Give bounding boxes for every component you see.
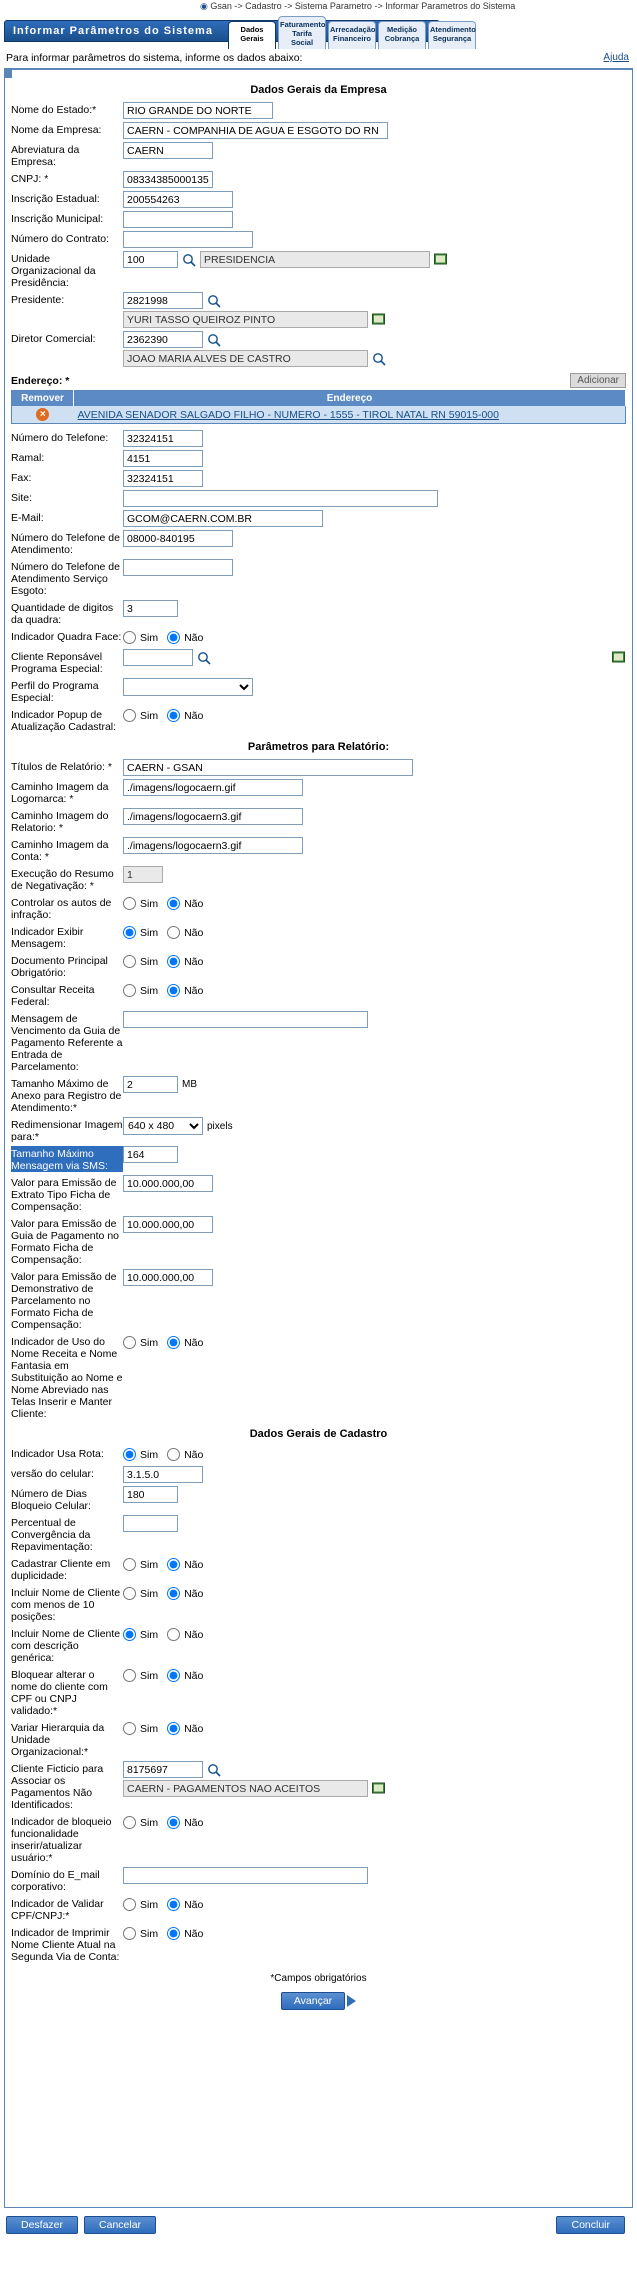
help-link[interactable]: Ajuda xyxy=(603,52,629,63)
section-cadastro-title: Dados Gerais de Cadastro xyxy=(249,1428,388,1440)
field-caminho-relatorio xyxy=(11,808,626,834)
diretor-comercial-label: Diretor Comercial: xyxy=(11,333,96,345)
radio-sim-label: Sim xyxy=(140,1628,159,1641)
valor-extrato-label: Valor para Emissão de Extrato Tipo Ficha de Compensação: xyxy=(11,1177,117,1213)
field-valor-extrato xyxy=(11,1175,626,1213)
redimensionar-imagem-label: Redimensionar Imagem para:* xyxy=(11,1119,123,1143)
breadcrumb-text: Gsan -> Cadastro -> Sistema Parametro -> Informar Parametros do Sistema xyxy=(210,1,516,11)
radio-nao[interactable] xyxy=(167,1558,180,1571)
field-redimensionar-imagem xyxy=(11,1117,626,1143)
radio-sim-label: Sim xyxy=(140,1898,159,1911)
radio-nao-label: Não xyxy=(184,1587,204,1600)
radio-nao-label: Não xyxy=(184,984,204,997)
radio-sim[interactable] xyxy=(123,926,136,939)
valor-demonstrativo-input[interactable] xyxy=(123,1269,213,1286)
radio-nao-label: Não xyxy=(184,926,204,939)
telefone-atendimento-label: Número do Telefone de Atendimento: xyxy=(11,532,120,556)
variar-hierarquia-label: Variar Hierarquia da Unidade Organizacional:* xyxy=(11,1722,105,1758)
fax-input[interactable] xyxy=(123,470,203,487)
valor-guia-label: Valor para Emissão de Guia de Pagamento no Formato Ficha de Compensação: xyxy=(11,1218,119,1266)
valor-guia-input[interactable] xyxy=(123,1216,213,1233)
dias-bloqueio-celular-input[interactable] xyxy=(123,1486,178,1503)
digitos-quadra-label: Quantidade de digitos da quadra: xyxy=(11,602,114,626)
valor-extrato-input[interactable] xyxy=(123,1175,213,1192)
field-tamanho-maximo-sms xyxy=(11,1146,626,1172)
field-nome-estado xyxy=(11,102,626,119)
radio-nao-label: Não xyxy=(184,709,204,722)
cliente-ficticio-code-input[interactable] xyxy=(123,1761,203,1778)
field-indicador-exibir-mensagem xyxy=(11,924,626,950)
tamanho-maximo-anexo-unit: MB xyxy=(182,1079,197,1090)
field-presidente xyxy=(11,292,626,328)
instruction-row xyxy=(0,48,637,68)
radio-sim-label: Sim xyxy=(140,984,159,997)
tamanho-maximo-anexo-input[interactable] xyxy=(123,1076,178,1093)
search-icon[interactable] xyxy=(197,651,211,665)
diretor-comercial-code-input[interactable] xyxy=(123,331,203,348)
tab-arrecadacao-financeiro[interactable]: Arrecadação Financeiro xyxy=(328,21,376,49)
inscricao-municipal-label: Inscrição Municipal: xyxy=(11,213,104,225)
perfil-programa-especial-select[interactable] xyxy=(123,678,253,696)
field-cnpj xyxy=(11,171,626,188)
radio-nao[interactable] xyxy=(167,897,180,910)
execucao-resumo-input xyxy=(123,866,163,883)
field-consultar-receita xyxy=(11,982,626,1008)
radio-sim-label: Sim xyxy=(140,709,159,722)
radio-nao-label: Não xyxy=(184,631,204,644)
presidente-label: Presidente: xyxy=(11,294,65,306)
radio-nao[interactable] xyxy=(167,631,180,644)
incluir-nome-generica-radios[interactable] xyxy=(123,1626,209,1641)
indicador-bloqueio-funcionalidade-radios[interactable] xyxy=(123,1814,209,1829)
inscricao-estadual-input[interactable] xyxy=(123,191,233,208)
radio-nao-label: Não xyxy=(184,1448,204,1461)
radio-sim-label: Sim xyxy=(140,1927,159,1940)
presidente-code-input[interactable] xyxy=(123,292,203,309)
bloquear-nome-cliente-label: Bloquear alterar o nome do cliente com CPF ou CNPJ validado:* xyxy=(11,1669,108,1717)
field-incluir-nome-generica xyxy=(11,1626,626,1664)
tamanho-maximo-sms-label: Tamanho Máximo Mensagem via SMS: xyxy=(11,1146,123,1172)
endereco-table xyxy=(11,390,626,424)
mensagem-vencimento-label: Mensagem de Vencimento da Guia de Pagamento Referente a Entrada de Parcelamento: xyxy=(11,1013,123,1073)
radio-nao[interactable] xyxy=(167,1898,180,1911)
radio-sim-label: Sim xyxy=(140,1587,159,1600)
indicador-usa-rota-radios[interactable] xyxy=(123,1446,209,1461)
incluir-nome-menos10-radios[interactable] xyxy=(123,1585,209,1600)
field-email xyxy=(11,510,626,527)
nome-estado-label: Nome do Estado:* xyxy=(11,104,97,116)
field-valor-demonstrativo xyxy=(11,1269,626,1331)
field-telefone-esgoto xyxy=(11,559,626,597)
field-cliente-programa-especial xyxy=(11,649,626,675)
field-diretor-comercial xyxy=(11,331,626,367)
book-icon[interactable] xyxy=(434,253,448,267)
inscricao-estadual-label: Inscrição Estadual: xyxy=(11,193,100,205)
radio-nao-label: Não xyxy=(184,897,204,910)
instruction-text: Para informar parâmetros do sistema, informe os dados abaixo: xyxy=(6,52,303,64)
radio-nao-label: Não xyxy=(184,1558,204,1571)
field-execucao-resumo-negativacao xyxy=(11,866,626,892)
field-abreviatura xyxy=(11,142,626,168)
table-row xyxy=(12,406,626,424)
book-icon[interactable] xyxy=(372,1782,386,1796)
field-controlar-autos xyxy=(11,895,626,921)
section-empresa-title: Dados Gerais da Empresa xyxy=(250,84,387,96)
controlar-autos-radios[interactable] xyxy=(123,895,209,910)
field-digitos-quadra xyxy=(11,600,626,626)
radio-nao[interactable] xyxy=(167,926,180,939)
indicador-usa-rota-label: Indicador Usa Rota: xyxy=(11,1448,104,1460)
indicador-validar-cpf-label: Indicador de Validar CPF/CNPJ:* xyxy=(11,1898,104,1922)
controlar-autos-label: Controlar os autos de infração: xyxy=(11,897,112,921)
radio-sim-label: Sim xyxy=(140,1336,159,1349)
form-panel xyxy=(4,68,633,2208)
desfazer-button[interactable]: Desfazer xyxy=(6,2216,78,2234)
documento-principal-radios[interactable] xyxy=(123,953,209,968)
tamanho-maximo-anexo-label: Tamanho Máximo de Anexo para Registro de Atendimento:* xyxy=(11,1078,122,1114)
field-tamanho-maximo-anexo xyxy=(11,1076,626,1114)
mensagem-vencimento-input[interactable] xyxy=(123,1011,368,1028)
indicador-exibir-mensagem-radios[interactable] xyxy=(123,924,209,939)
radio-nao[interactable] xyxy=(167,709,180,722)
redimensionar-imagem-select[interactable] xyxy=(123,1117,203,1135)
versao-celular-input[interactable] xyxy=(123,1466,203,1483)
cancelar-button[interactable]: Cancelar xyxy=(84,2216,156,2234)
indicador-popup-radios[interactable] xyxy=(123,707,209,722)
endereco-link[interactable]: AVENIDA SENADOR SALGADO FILHO - NUMERO - 1555 - TIROL NATAL RN 59015-000 xyxy=(77,408,499,421)
site-label: Site: xyxy=(11,492,33,504)
perfil-programa-especial-label: Perfil do Programa Especial: xyxy=(11,680,99,704)
radio-nao[interactable] xyxy=(167,1816,180,1829)
indicador-exibir-mensagem-label: Indicador Exibir Mensagem: xyxy=(11,926,84,950)
radio-sim[interactable] xyxy=(123,1336,136,1349)
fax-label: Fax: xyxy=(11,472,32,484)
titulos-relatorio-input[interactable] xyxy=(123,759,413,776)
field-indicador-nome-receita xyxy=(11,1334,626,1420)
radio-nao[interactable] xyxy=(167,1336,180,1349)
search-icon[interactable] xyxy=(207,1763,221,1777)
radio-sim-label: Sim xyxy=(140,1722,159,1735)
field-caminho-logomarca xyxy=(11,779,626,805)
search-icon[interactable] xyxy=(207,333,221,347)
redimensionar-unit: pixels xyxy=(207,1120,233,1132)
unidade-organizacional-label: Unidade Organizacional da Presidência: xyxy=(11,253,96,289)
indicador-popup-label: Indicador Popup de Atualização Cadastral: xyxy=(11,709,117,733)
radio-sim-label: Sim xyxy=(140,631,159,644)
field-variar-hierarquia xyxy=(11,1720,626,1758)
cliente-programa-especial-input[interactable] xyxy=(123,649,193,666)
tab-faturamento-tarifa-social[interactable]: Faturamento Tarifa Social xyxy=(278,16,326,49)
arrow-right-icon[interactable] xyxy=(347,1995,356,2007)
book-icon[interactable] xyxy=(612,651,626,665)
radio-nao[interactable] xyxy=(167,1448,180,1461)
tab-atendimento-seguranca[interactable]: Atendimento Segurança xyxy=(428,21,476,49)
radio-sim-label: Sim xyxy=(140,897,159,910)
email-label: E-Mail: xyxy=(11,512,44,524)
inscricao-municipal-input[interactable] xyxy=(123,211,233,228)
tab-dados-gerais[interactable]: Dados Gerais xyxy=(228,21,276,49)
indicador-quadra-face-label: Indicador Quadra Face: xyxy=(11,631,122,643)
radio-nao[interactable] xyxy=(167,1722,180,1735)
radio-sim[interactable] xyxy=(123,1558,136,1571)
field-indicador-imprimir-nome xyxy=(11,1925,626,1963)
table-header-row xyxy=(12,391,626,407)
digitos-quadra-input[interactable] xyxy=(123,600,178,617)
radio-nao[interactable] xyxy=(167,1927,180,1940)
radio-nao[interactable] xyxy=(167,984,180,997)
radio-sim[interactable] xyxy=(123,631,136,644)
nome-empresa-label: Nome da Empresa: xyxy=(11,124,102,136)
field-ramal xyxy=(11,450,626,467)
dominio-email-label: Domínio do E_mail corporativo: xyxy=(11,1869,100,1893)
field-documento-principal xyxy=(11,953,626,979)
diretor-comercial-desc-input xyxy=(123,350,368,367)
field-indicador-bloqueio-funcionalidade xyxy=(11,1814,626,1864)
search-icon[interactable] xyxy=(372,352,386,366)
field-indicador-usa-rota xyxy=(11,1446,626,1463)
endereco-cell xyxy=(74,406,626,424)
bloquear-nome-cliente-radios[interactable] xyxy=(123,1667,209,1682)
radio-sim-label: Sim xyxy=(140,955,159,968)
field-site xyxy=(11,490,626,507)
breadcrumb-icon: ◉ xyxy=(200,1,208,11)
cnpj-input[interactable] xyxy=(123,171,213,188)
field-indicador-popup xyxy=(11,707,626,733)
indicador-nome-receita-radios[interactable] xyxy=(123,1334,209,1349)
required-fields-note: *Campos obrigatórios xyxy=(270,1973,367,1984)
nome-empresa-input[interactable] xyxy=(123,122,388,139)
email-input[interactable] xyxy=(123,510,323,527)
documento-principal-label: Documento Principal Obrigatório: xyxy=(11,955,108,979)
indicador-imprimir-nome-radios[interactable] xyxy=(123,1925,209,1940)
dominio-email-input[interactable] xyxy=(123,1867,368,1884)
tamanho-maximo-sms-input[interactable] xyxy=(123,1146,178,1163)
radio-sim[interactable] xyxy=(123,1722,136,1735)
telefone-label: Número do Telefone: xyxy=(11,432,109,444)
radio-nao-label: Não xyxy=(184,1669,204,1682)
incluir-nome-menos10-label: Incluir Nome de Cliente com menos de 10 posições: xyxy=(11,1587,121,1623)
bottom-button-bar xyxy=(6,2216,631,2234)
search-icon[interactable] xyxy=(207,294,221,308)
cadastrar-duplicidade-label: Cadastrar Cliente em duplicidade: xyxy=(11,1558,111,1582)
field-cliente-ficticio xyxy=(11,1761,626,1811)
abreviatura-input[interactable] xyxy=(123,142,213,159)
avancar-button[interactable]: Avançar xyxy=(281,1992,345,2010)
field-dominio-email xyxy=(11,1867,626,1893)
field-telefone-atendimento xyxy=(11,530,626,556)
caminho-relatorio-input[interactable] xyxy=(123,808,303,825)
radio-sim[interactable] xyxy=(123,1927,136,1940)
numero-contrato-input[interactable] xyxy=(123,231,253,248)
caminho-conta-input[interactable] xyxy=(123,837,303,854)
caminho-logomarca-label: Caminho Imagem da Logomarca: * xyxy=(11,781,109,805)
radio-nao[interactable] xyxy=(167,1587,180,1600)
delete-icon[interactable]: × xyxy=(36,408,49,421)
radio-nao-label: Não xyxy=(184,1927,204,1940)
field-versao-celular xyxy=(11,1466,626,1483)
radio-sim-label: Sim xyxy=(140,1816,159,1829)
radio-sim[interactable] xyxy=(123,984,136,997)
radio-sim[interactable] xyxy=(123,897,136,910)
field-perfil-programa-especial xyxy=(11,678,626,704)
field-cadastrar-duplicidade xyxy=(11,1556,626,1582)
field-bloquear-nome-cliente xyxy=(11,1667,626,1717)
section-relatorio-title: Parâmetros para Relatório: xyxy=(247,741,390,753)
telefone-atendimento-input[interactable] xyxy=(123,530,233,547)
telefone-esgoto-label: Número do Telefone de Atendimento Serviço Esgoto: xyxy=(11,561,120,597)
incluir-nome-generica-label: Incluir Nome de Cliente com descrição genérica: xyxy=(11,1628,121,1664)
indicador-bloqueio-funcionalidade-label: Indicador de bloqueio funcionalidade inserir/atualizar usuário:* xyxy=(11,1816,112,1864)
radio-sim[interactable] xyxy=(123,1448,136,1461)
radio-sim[interactable] xyxy=(123,1816,136,1829)
site-input[interactable] xyxy=(123,490,438,507)
col-remover: Remover xyxy=(12,391,74,407)
radio-nao-label: Não xyxy=(184,1628,204,1641)
radio-sim[interactable] xyxy=(123,1628,136,1641)
field-titulos-relatorio xyxy=(11,759,626,776)
adicionar-endereco-button[interactable]: Adicionar xyxy=(570,373,626,388)
radio-nao-label: Não xyxy=(184,1336,204,1349)
valor-demonstrativo-label: Valor para Emissão de Demonstrativo de Parcelamento no Formato Ficha de Compensação: xyxy=(11,1271,117,1331)
radio-sim[interactable] xyxy=(123,709,136,722)
tab-medicao-cobranca[interactable]: Medição Cobrança xyxy=(378,21,426,49)
radio-nao-label: Não xyxy=(184,1816,204,1829)
radio-nao[interactable] xyxy=(167,1669,180,1682)
cliente-ficticio-desc-input xyxy=(123,1780,368,1797)
endereco-label: Endereço: * xyxy=(11,374,70,387)
radio-sim[interactable] xyxy=(123,1898,136,1911)
indicador-imprimir-nome-label: Indicador de Imprimir Nome Cliente Atual na Segunda Via de Conta: xyxy=(11,1927,120,1963)
field-indicador-validar-cpf xyxy=(11,1896,626,1922)
percentual-convergencia-label: Percentual de Convergência da Repavimentação: xyxy=(11,1517,93,1553)
cnpj-label: CNPJ: * xyxy=(11,173,49,185)
radio-sim-label: Sim xyxy=(140,1558,159,1571)
field-caminho-conta xyxy=(11,837,626,863)
cliente-ficticio-label: Cliente Ficticio para Associar os Pagamentos Não Identificados: xyxy=(11,1763,104,1811)
search-icon[interactable] xyxy=(182,253,196,267)
header xyxy=(0,12,637,48)
versao-celular-label: versão do celular: xyxy=(11,1468,94,1480)
book-icon[interactable] xyxy=(372,313,386,327)
field-percentual-convergencia xyxy=(11,1515,626,1553)
field-fax xyxy=(11,470,626,487)
radio-nao[interactable] xyxy=(167,955,180,968)
remover-cell xyxy=(12,406,74,424)
field-incluir-nome-menos10 xyxy=(11,1585,626,1623)
endereco-header-row xyxy=(11,373,626,388)
caminho-relatorio-label: Caminho Imagem do Relatorio: * xyxy=(11,810,109,834)
cadastrar-duplicidade-radios[interactable] xyxy=(123,1556,209,1571)
field-nome-empresa xyxy=(11,122,626,139)
avancar-row xyxy=(11,1992,626,2010)
field-inscricao-estadual xyxy=(11,191,626,208)
unidade-organizacional-code-input[interactable] xyxy=(123,251,178,268)
ramal-label: Ramal: xyxy=(11,452,45,464)
indicador-quadra-face-radios[interactable] xyxy=(123,629,209,644)
dias-bloqueio-celular-label: Número de Dias Bloqueio Celular: xyxy=(11,1488,91,1512)
col-endereco: Endereço xyxy=(74,391,626,407)
tab-bar xyxy=(228,16,478,49)
page-title: Informar Parâmetros do Sistema xyxy=(4,20,440,42)
field-dias-bloqueio-celular xyxy=(11,1486,626,1512)
presidente-desc-input xyxy=(123,311,368,328)
radio-nao[interactable] xyxy=(167,1628,180,1641)
caminho-conta-label: Caminho Imagem da Conta: * xyxy=(11,839,109,863)
caminho-logomarca-input[interactable] xyxy=(123,779,303,796)
numero-contrato-label: Número do Contrato: xyxy=(11,233,110,245)
variar-hierarquia-radios[interactable] xyxy=(123,1720,209,1735)
ramal-input[interactable] xyxy=(123,450,203,467)
field-inscricao-municipal xyxy=(11,211,626,228)
indicador-validar-cpf-radios[interactable] xyxy=(123,1896,209,1911)
field-indicador-quadra-face xyxy=(11,629,626,646)
telefone-input[interactable] xyxy=(123,430,203,447)
radio-sim[interactable] xyxy=(123,1669,136,1682)
cliente-programa-especial-label: Cliente Reponsável Programa Especial: xyxy=(11,651,103,675)
execucao-resumo-label: Execução do Resumo de Negativação: * xyxy=(11,868,114,892)
unidade-organizacional-desc-input xyxy=(200,251,430,268)
radio-sim[interactable] xyxy=(123,955,136,968)
radio-sim-label: Sim xyxy=(140,1448,159,1461)
breadcrumb xyxy=(0,0,637,12)
consultar-receita-label: Consultar Receita Federal: xyxy=(11,984,95,1008)
field-valor-guia xyxy=(11,1216,626,1266)
radio-nao-label: Não xyxy=(184,1898,204,1911)
nome-estado-input[interactable] xyxy=(123,102,273,119)
consultar-receita-radios[interactable] xyxy=(123,982,209,997)
radio-sim-label: Sim xyxy=(140,1669,159,1682)
indicador-nome-receita-label: Indicador de Uso do Nome Receita e Nome Fantasia em Substituição ao Nome e Nome Abreviado nas Telas Inserir e Manter Cliente: xyxy=(11,1336,123,1420)
radio-nao-label: Não xyxy=(184,1722,204,1735)
concluir-button[interactable]: Concluir xyxy=(556,2216,625,2234)
radio-sim[interactable] xyxy=(123,1587,136,1600)
radio-nao-label: Não xyxy=(184,955,204,968)
field-unidade-organizacional xyxy=(11,251,626,289)
telefone-esgoto-input[interactable] xyxy=(123,559,233,576)
percentual-convergencia-input[interactable] xyxy=(123,1515,178,1532)
radio-sim-label: Sim xyxy=(140,926,159,939)
field-mensagem-vencimento xyxy=(11,1011,626,1073)
field-numero-contrato xyxy=(11,231,626,248)
titulos-relatorio-label: Títulos de Relatório: * xyxy=(11,761,112,773)
abreviatura-label: Abreviatura da Empresa: xyxy=(11,144,80,168)
field-telefone xyxy=(11,430,626,447)
